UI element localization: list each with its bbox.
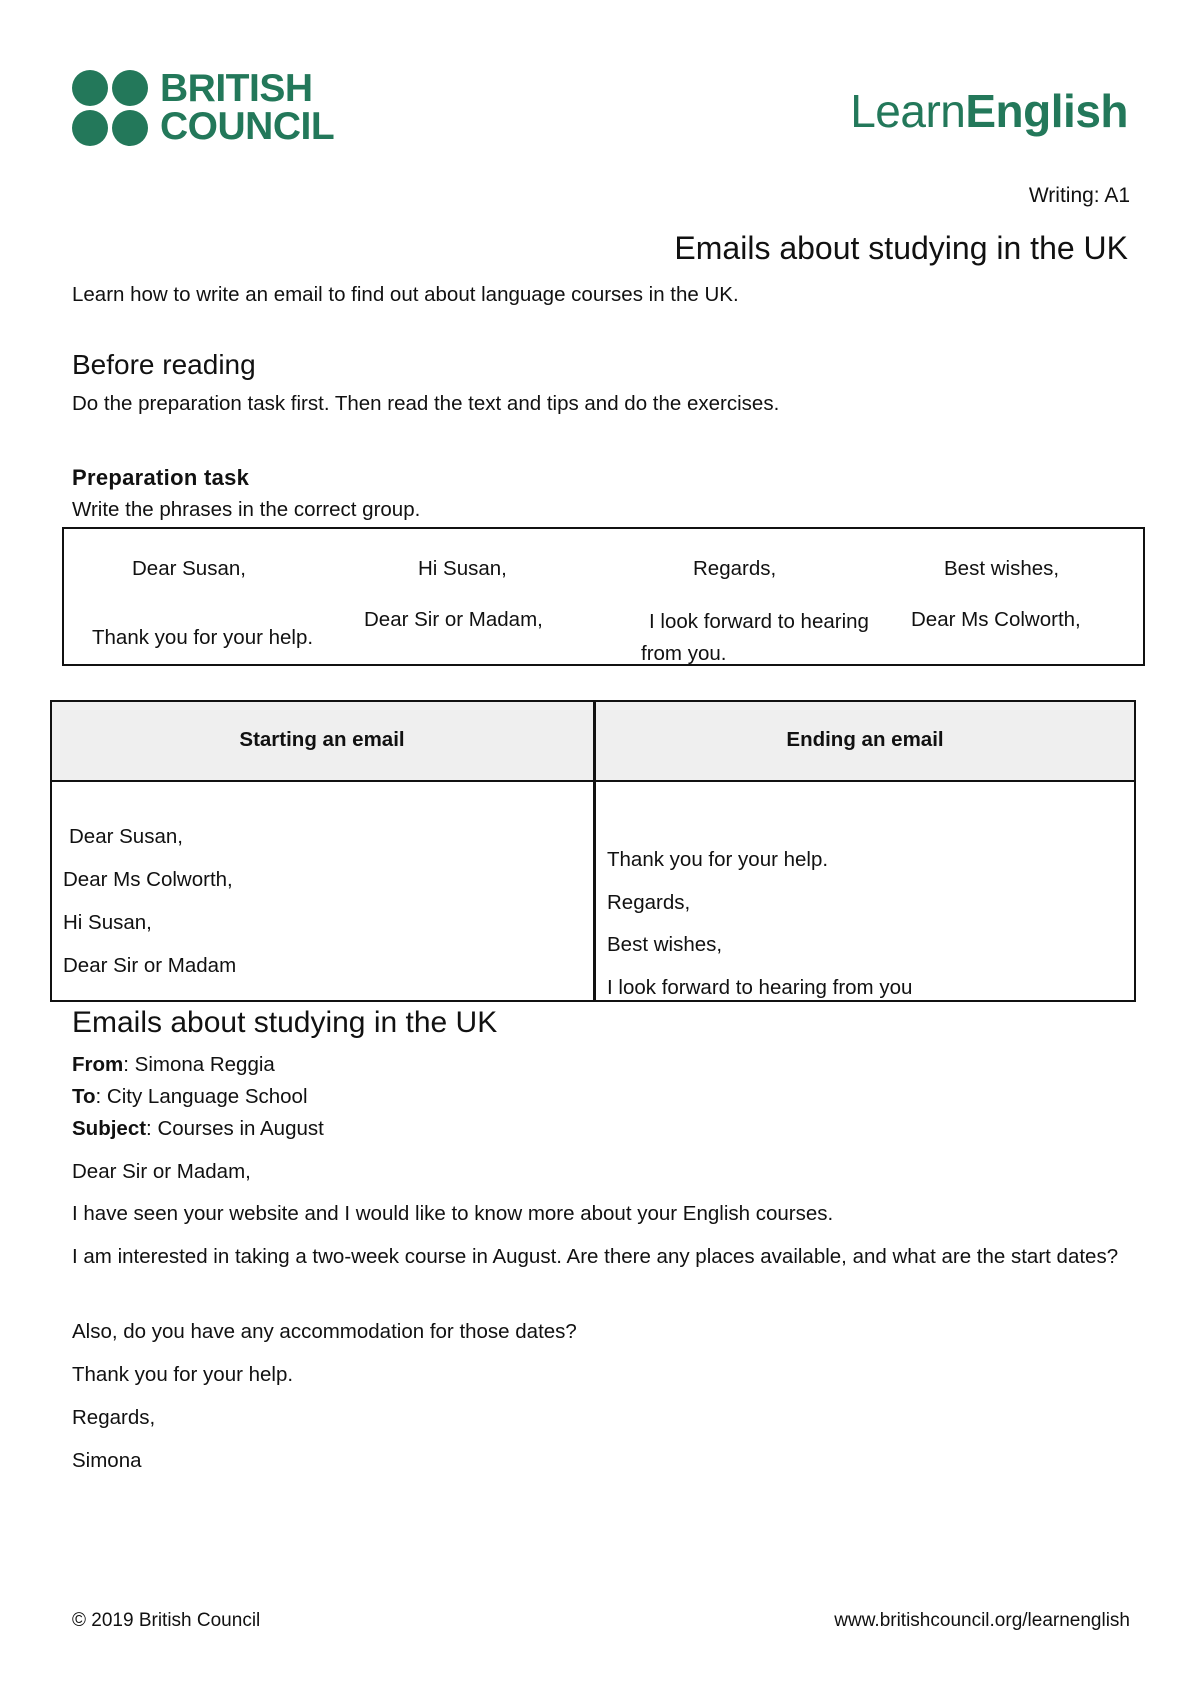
header-ending: Ending an email: [786, 728, 944, 751]
subject-label: Subject: [72, 1117, 147, 1140]
email-paragraph: Thank you for your help.: [72, 1363, 294, 1386]
preparation-instruction: Write the phrases in the correct group.: [72, 498, 421, 521]
email-to: [72, 1085, 308, 1109]
ending-item: I look forward to hearing from you: [607, 976, 913, 999]
sort-table: [50, 700, 1136, 1002]
learn-word: Learn: [850, 85, 966, 137]
email-signoff: Regards,: [72, 1406, 156, 1429]
phrase-item: Best wishes,: [944, 557, 1060, 580]
phrase-item: Regards,: [693, 557, 777, 580]
subject-value: : Courses in August: [146, 1117, 324, 1140]
email-signature: Simona: [72, 1449, 142, 1472]
ending-item: Best wishes,: [607, 933, 723, 956]
logo-dots-icon: [72, 70, 148, 146]
phrase-item: I look forward to hearing from you.: [641, 610, 869, 665]
phrase-item: Dear Susan,: [132, 557, 246, 580]
intro-text: Learn how to write an email to find out about language courses in the UK.: [72, 283, 739, 306]
header-starting: Starting an email: [239, 728, 405, 751]
from-value: : Simona Reggia: [123, 1053, 275, 1076]
ending-item: Regards,: [607, 891, 691, 914]
ending-item: Thank you for your help.: [607, 848, 829, 871]
starting-item: Dear Susan,: [69, 825, 183, 848]
starting-item: Dear Ms Colworth,: [63, 868, 233, 891]
phrase-item: Dear Sir or Madam,: [364, 608, 543, 631]
learnenglish-logo: [850, 84, 1128, 138]
footer-copyright: © 2019 British Council: [72, 1610, 261, 1631]
phrase-item: Dear Ms Colworth,: [911, 608, 1081, 631]
starting-item: Dear Sir or Madam: [63, 954, 237, 977]
english-word: English: [965, 85, 1128, 137]
email-from: [72, 1053, 275, 1077]
to-value: : City Language School: [95, 1085, 308, 1108]
email-section-title: Emails about studying in the UK: [72, 1006, 498, 1039]
phrase-item: Thank you for your help.: [92, 626, 314, 649]
level-label: Writing: A1: [1028, 184, 1130, 207]
brand-line-2: COUNCIL: [160, 105, 335, 148]
from-label: From: [72, 1053, 124, 1076]
preparation-title: Preparation task: [72, 465, 250, 490]
email-paragraph: I have seen your website and I would like to know more about your English courses.: [72, 1202, 834, 1225]
footer-url[interactable]: www.britishcouncil.org/learnenglish: [834, 1610, 1130, 1631]
before-reading-text: Do the preparation task first. Then read the text and tips and do the exercises.: [72, 392, 780, 415]
email-paragraph: I am interested in taking a two-week course in August. Are there any places available, and what are the start dates?: [72, 1245, 1119, 1268]
email-greeting: Dear Sir or Madam,: [72, 1160, 251, 1183]
brand-line-1: BRITISH: [160, 67, 313, 110]
starting-item: Hi Susan,: [63, 911, 152, 934]
british-council-logo: [72, 67, 335, 148]
phrase-box: [62, 527, 1145, 666]
before-reading-heading: Before reading: [72, 349, 256, 380]
to-label: To: [72, 1085, 96, 1108]
email-paragraph: Also, do you have any accommodation for those dates?: [72, 1320, 577, 1343]
phrase-item: Hi Susan,: [418, 557, 507, 580]
page-title: Emails about studying in the UK: [674, 230, 1128, 266]
email-subject: [72, 1117, 324, 1141]
